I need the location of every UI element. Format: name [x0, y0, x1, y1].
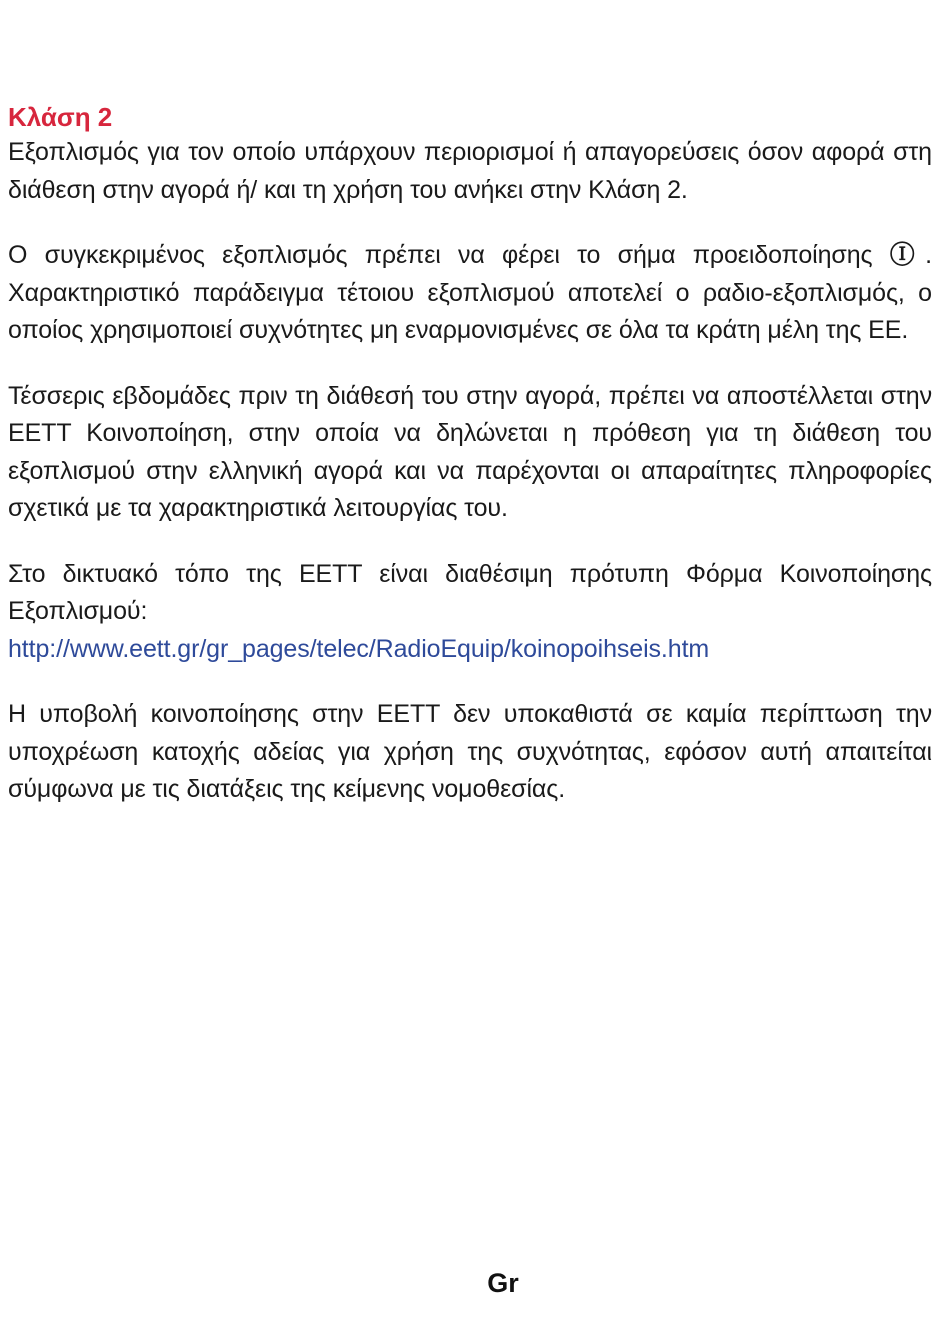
- section-heading: Κλάση 2: [8, 102, 113, 132]
- paragraph-form-info-text: Στο δικτυακό τόπο της ΕΕΤΤ είναι διαθέσιμη πρότυπη Φόρμα Κοινοποίησης Εξοπλισμού:: [8, 559, 932, 625]
- alert-sign-icon: Ⓘ: [889, 241, 926, 269]
- paragraph-form-info: [8, 556, 932, 669]
- paragraph-license-note: Η υποβολή κοινοποίησης στην ΕΕΤΤ δεν υποκαθιστά σε καμία περίπτωση την υποχρέωση κατοχής αδείας για χρήση της συχνότητας, εφόσον αυτή απαιτείται σύμφωνα με τις διατάξεις της κείμενης νομοθεσίας.: [8, 700, 932, 803]
- page-footer-language: Gr: [487, 1268, 519, 1298]
- document-body: [8, 100, 932, 837]
- paragraph-warning-sign-rest: . Χαρακτηριστικό παράδειγμα τέτοιου εξοπλισμού αποτελεί ο ραδιο-εξοπλισμός, ο οποίος χρησιμοποιεί συχνότητες μη εναρμονισμένες σε όλα τα κράτη μέλη της ΕΕ.: [8, 241, 932, 344]
- paragraph-class-definition: Εξοπλισμός για τον οποίο υπάρχουν περιορισμοί ή απαγορεύσεις όσον αφορά στη διάθεση στην αγορά ή/ και τη χρήση του ανήκει στην Κλάση 2.: [8, 138, 932, 204]
- paragraph-notification: Τέσσερις εβδομάδες πριν τη διάθεσή του στην αγορά, πρέπει να αποστέλλεται στην ΕΕΤΤ Κοινοποίηση, στην οποία να δηλώνεται η πρόθεση για τη διάθεση του εξοπλισμού στην ελληνική αγορά και να παρέχονται οι απαραίτητες πληροφορίες σχετικά με τα χαρακτηριστικά λειτουργίας του.: [8, 381, 932, 522]
- form-link[interactable]: http://www.eett.gr/gr_pages/telec/RadioEquip/koinopoihseis.htm: [8, 634, 710, 663]
- paragraph-warning-sign-text: Ο συγκεκριμένος εξοπλισμός πρέπει να φέρει το σήμα προειδοποίησης: [8, 241, 890, 269]
- paragraph-warning-sign: [8, 237, 932, 350]
